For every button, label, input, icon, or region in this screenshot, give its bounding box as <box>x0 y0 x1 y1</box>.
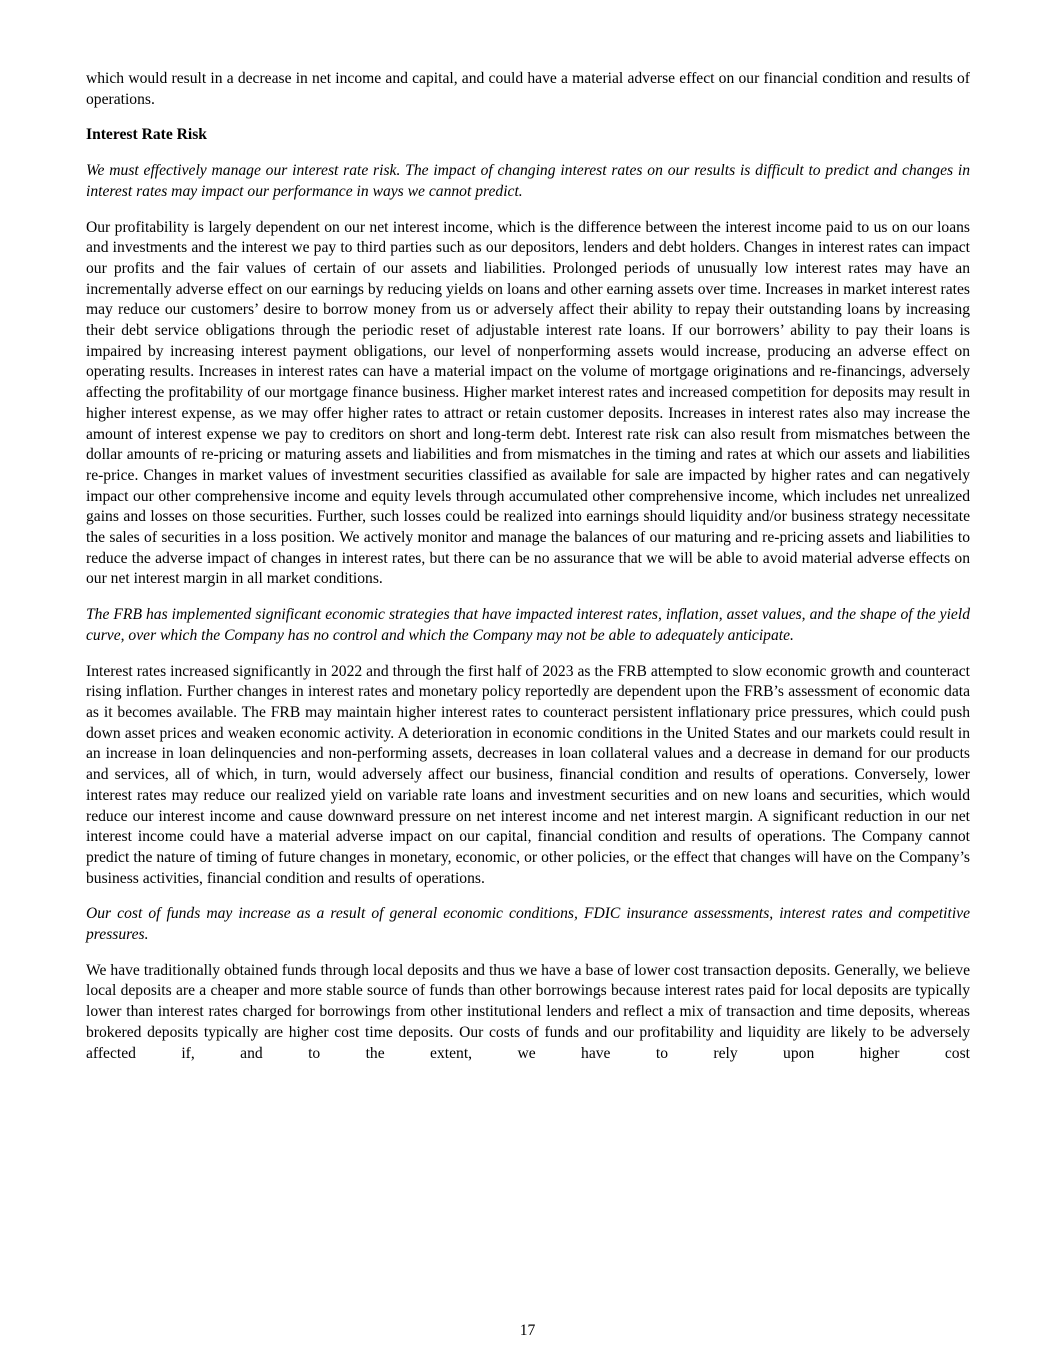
risk-heading-cost-of-funds: Our cost of funds may increase as a result of general economic conditions, FDIC insurance assessments, interest rates and competitive pressures. <box>86 905 970 944</box>
page-number: 17 <box>519 1322 536 1339</box>
section-heading-interest-rate-risk: Interest Rate Risk <box>86 126 207 144</box>
risk-heading-frb-strategies: The FRB has implemented significant economic strategies that have impacted interest rates, inflation, asset values, and the shape of the yield curve, over which the Company has no control and which the Company may not be able to adequately anticipate. <box>86 606 970 644</box>
document-page <box>86 69 970 1079</box>
continued-paragraph: which would result in a decrease in net income and capital, and could have a material adverse effect on our financial condition and results of operations. <box>86 70 970 108</box>
risk-body-frb-strategies: Interest rates increased significantly in 2022 and through the first half of 2023 as the FRB attempted to slow economic growth and counteract rising inflation. Further changes in interest rates and monetary policy reportedly are dependent upon the FRB’s assessment of economic data as it becomes available. The FRB may maintain higher interest rates to counteract persistent inflationary price pressures, which could push down asset prices and weaken economic activity. A deterioration in economic conditions in the United States and our markets could result in an increase in loan delinquencies and non-performing assets, decreases in loan collateral values and a decrease in demand for our products and services, all of which, in turn, would adversely affect our business, financial condition and results of operations. Conversely, lower interest rates may reduce our realized yield on variable rate loans and investment securities and on new loans and securities, which would reduce our interest income and cause downward pressure on net interest income and net interest margin. A significant reduction in our net interest income could have a material adverse impact on our capital, financial condition and results of operations. The Company cannot predict the nature of timing of future changes in monetary, economic, or other policies, or the effect that changes will have on the Company’s business activities, financial condition and results of operations. <box>86 662 970 887</box>
risk-body-cost-of-funds: We have traditionally obtained funds through local deposits and thus we have a base of lower cost transaction deposits. Generally, we believe local deposits are a cheaper and more stable source of funds than other borrowings because interest rates paid for local deposits are typically lower than interest rates charged for borrowings from other institutional lenders and reflect a mix of transaction and time deposits, whereas brokered deposits typically are higher cost time deposits. Our costs of funds and our profitability and liquidity are likely to be adversely affected if, and to the extent, we have to rely upon higher cost <box>86 961 970 1062</box>
risk-heading-manage-interest-rate: We must effectively manage our interest rate risk. The impact of changing interest rates on our results is difficult to predict and changes in interest rates may impact our performance in ways we cannot predict. <box>86 162 970 200</box>
risk-body-manage-interest-rate: Our profitability is largely dependent on our net interest income, which is the difference between the interest income paid to us on our loans and investments and the interest we pay to third parties such as our depositors, lenders and debt holders. Changes in interest rates can impact our profits and the fair values of certain of our assets and liabilities. Prolonged periods of unusually low interest rates may have an incrementally adverse effect on our earnings by reducing yields on loans and other earning assets over time. Increases in market interest rates may reduce our customers’ desire to borrow money from us or adversely affect their ability to repay their outstanding loans by increasing their debt service obligations through the periodic reset of adjustable interest rate loans. If our borrowers’ ability to pay their loans is impaired by increasing interest payment obligations, our level of nonperforming assets would increase, producing an adverse effect on operating results. Increases in interest rates can have a material impact on the volume of mortgage originations and re-financings, adversely affecting the profitability of our mortgage finance business. Higher market interest rates and increased competition for deposits may result in higher interest expense, as we may offer higher rates to attract or retain customer deposits. Increases in interest rates also may increase the amount of interest expense we pay to creditors on short and long-term debt. Interest rate risk can also result from mismatches between the dollar amounts of re-pricing or maturing assets and liabilities and from mismatches in the timing and rates at which our assets and liabilities re-price. Changes in market values of investment securities classified as available for sale are impacted by higher rates and can negatively impact our other comprehensive income and equity levels through accumulated other comprehensive income, which includes net unrealized gains and losses on those securities. Further, such losses could be realized into earnings should liquidity and/or business strategy necessitate the sales of securities in a loss position. We actively monitor and manage the balances of our maturing and re-pricing assets and liabilities to reduce the adverse impact of changes in interest rates, but there can be no assurance that we will be able to avoid material adverse effects on our net interest margin in all market conditions. <box>86 218 970 588</box>
